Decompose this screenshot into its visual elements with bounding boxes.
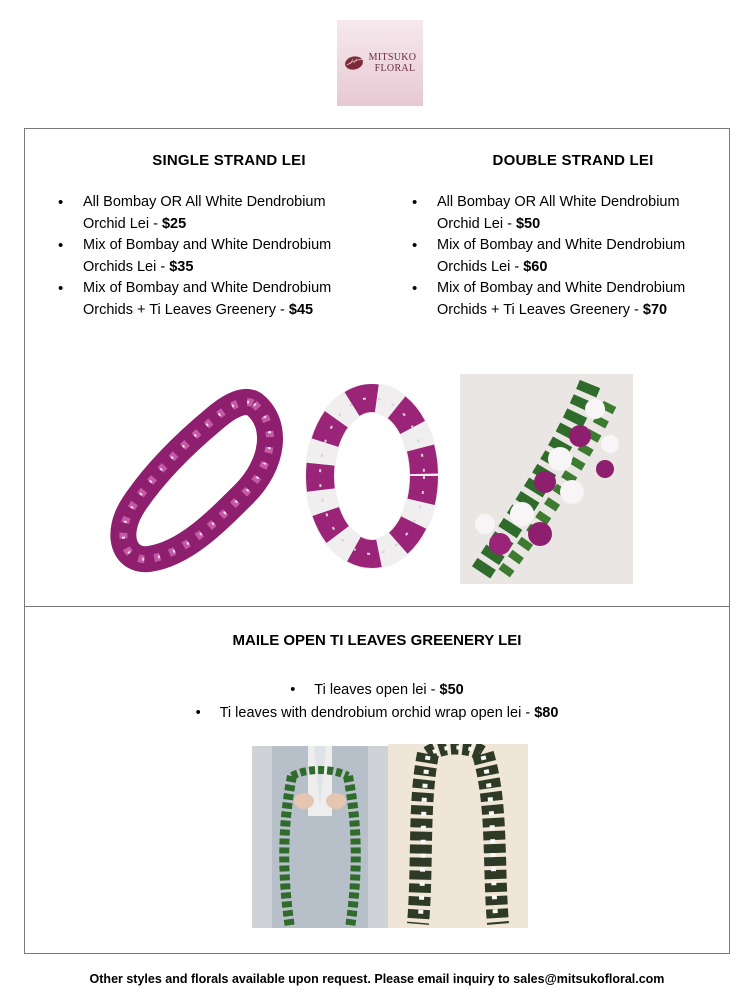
double-strand-section [410, 152, 726, 321]
single-strand-section [56, 152, 372, 321]
orchid-leaf-icon [344, 55, 366, 71]
maile-list [24, 679, 730, 725]
mitsuko-floral-logo [337, 20, 423, 106]
logo-line1: MITSUKO [368, 52, 417, 63]
photo-orchid-ti-leaf-lei [460, 374, 633, 584]
list-item: • All Bombay OR All White Dendrobium Orchid Lei - $50 [410, 192, 726, 235]
list-item: • Mix of Bombay and White Dendrobium Orchids + Ti Leaves Greenery - $45 [56, 278, 372, 321]
double-strand-title: DOUBLE STRAND LEI [492, 152, 654, 169]
section-divider [24, 606, 730, 607]
footer-note: Other styles and florals available upon request. Please email inquiry to sales@mitsukofloral.com [89, 972, 665, 986]
list-item: • Ti leaves open lei - $50 [290, 682, 464, 698]
double-strand-list [410, 192, 726, 321]
list-item: • Mix of Bombay and White Dendrobium Orchids + Ti Leaves Greenery - $70 [410, 278, 726, 321]
logo-line2: FLORAL [374, 63, 416, 74]
list-item: • Mix of Bombay and White Dendrobium Orchids Lei - $60 [410, 235, 726, 278]
single-strand-list [56, 192, 372, 321]
list-item: • Mix of Bombay and White Dendrobium Orchids Lei - $35 [56, 235, 372, 278]
photo-mixed-orchid-lei [296, 384, 448, 574]
photo-ti-leaf-orchid-wrap-lei [388, 744, 528, 928]
photo-bombay-orchid-lei [104, 384, 284, 574]
maile-section-title: MAILE OPEN TI LEAVES GREENERY LEI [232, 632, 522, 649]
list-item: • All Bombay OR All White Dendrobium Orchid Lei - $25 [56, 192, 372, 235]
photo-ti-leaf-open-lei [252, 746, 388, 928]
list-item: • Ti leaves with dendrobium orchid wrap open lei - $80 [195, 705, 559, 721]
single-strand-title: SINGLE STRAND LEI [152, 152, 306, 169]
